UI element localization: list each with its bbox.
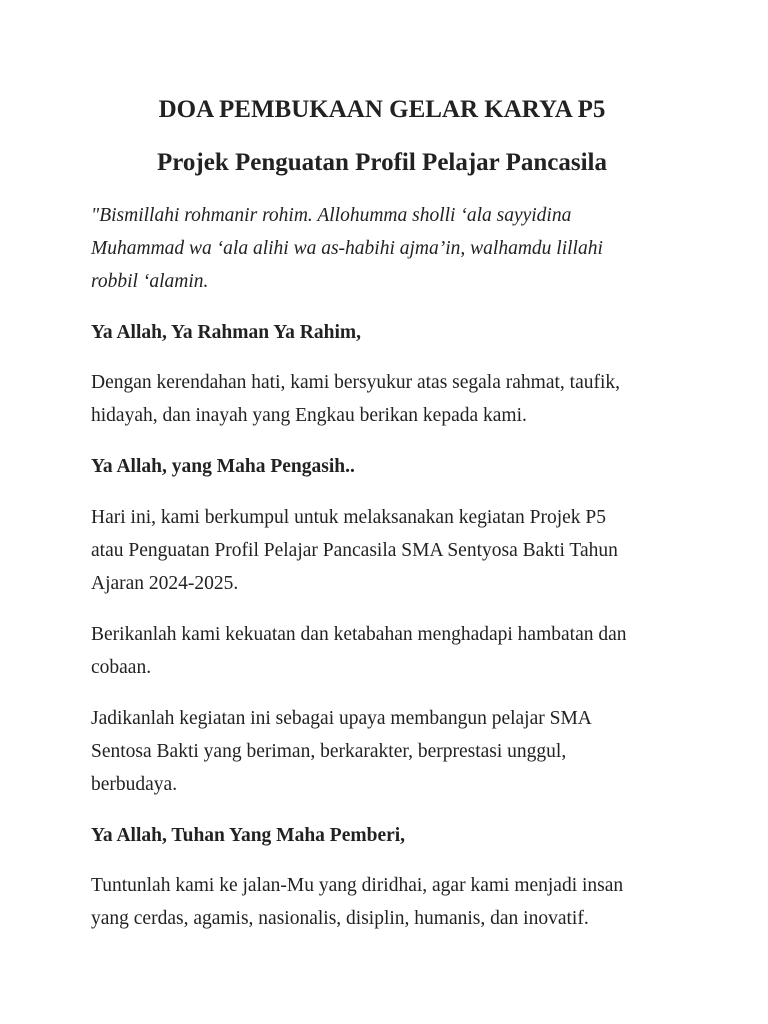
paragraph-line: berbudaya.: [91, 774, 178, 795]
paragraph-line: Tuntunlah kami ke jalan-Mu yang diridhai, agar kami menjadi insan: [91, 875, 624, 896]
opening-line: robbil ‘alamin.: [91, 271, 209, 292]
heading-text: Ya Allah, Ya Rahman Ya Rahim,: [91, 322, 361, 343]
prayer-heading-2: [91, 450, 691, 483]
paragraph-strength: [91, 618, 691, 684]
opening-line: Muhammad wa ‘ala alihi wa as-habihi ajma’in, walhamdu lillahi: [91, 238, 603, 259]
opening-line: "Bismillahi rohmanir rohim. Allohumma sholli ‘ala sayyidina: [91, 205, 572, 226]
paragraph-line: Dengan kerendahan hati, kami bersyukur atas segala rahmat, taufik,: [91, 372, 621, 393]
paragraph-line: Jadikanlah kegiatan ini sebagai upaya membangun pelajar SMA: [91, 708, 592, 729]
paragraph-gathering: [91, 501, 691, 600]
document-subtitle: Projek Penguatan Profil Pelajar Pancasila: [157, 149, 607, 176]
paragraph-purpose: [91, 702, 691, 801]
opening-invocation: [91, 199, 691, 298]
paragraph-line: Berikanlah kami kekuatan dan ketabahan menghadapi hambatan dan: [91, 624, 627, 645]
heading-text: Ya Allah, yang Maha Pengasih..: [91, 456, 355, 477]
heading-text: Ya Allah, Tuhan Yang Maha Pemberi,: [91, 825, 406, 846]
document-title: DOA PEMBUKAAN GELAR KARYA P5: [158, 96, 606, 123]
paragraph-line: atau Penguatan Profil Pelajar Pancasila SMA Sentyosa Bakti Tahun: [91, 540, 618, 561]
paragraph-line: Hari ini, kami berkumpul untuk melaksanakan kegiatan Projek P5: [91, 507, 607, 528]
paragraph-line: hidayah, dan inayah yang Engkau berikan kepada kami.: [91, 405, 527, 426]
paragraph-line: Ajaran 2024-2025.: [91, 573, 239, 594]
prayer-heading-3: [91, 819, 691, 852]
paragraph-guidance: [91, 869, 691, 935]
paragraph-gratitude: [91, 366, 691, 432]
paragraph-line: Sentosa Bakti yang beriman, berkarakter, berprestasi unggul,: [91, 741, 567, 762]
prayer-heading-1: [91, 316, 691, 349]
paragraph-line: cobaan.: [91, 657, 152, 678]
paragraph-line: yang cerdas, agamis, nasionalis, disiplin, humanis, dan inovatif.: [91, 908, 589, 929]
